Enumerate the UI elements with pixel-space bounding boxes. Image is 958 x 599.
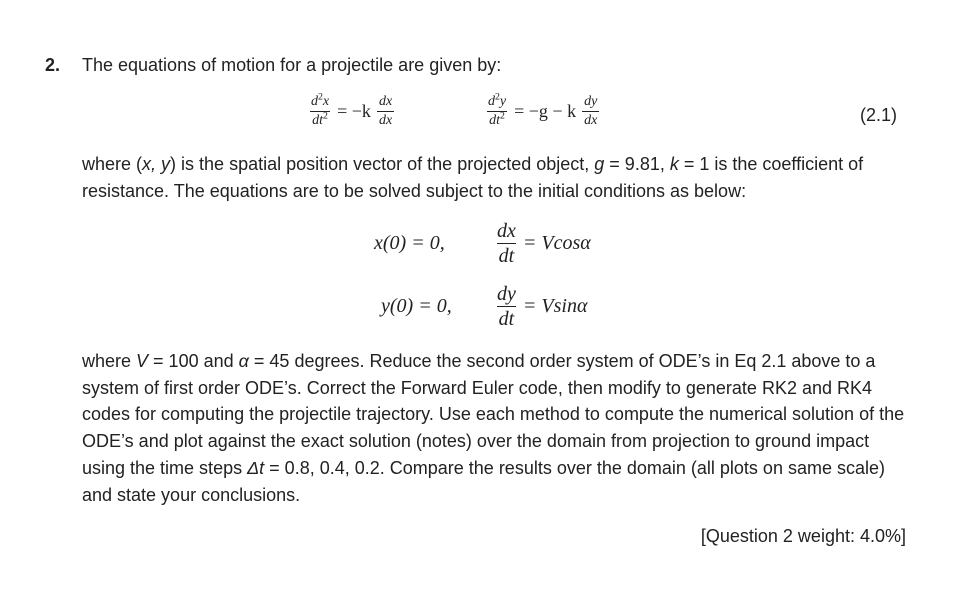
question-number: 2. [45,55,61,75]
eq1-lhs-num-var: x [322,94,330,109]
eq2-rhs-fraction [582,95,599,128]
eq2-lhs-den-sup: 2 [500,110,505,122]
question-weight: [Question 2 weight: 4.0%] [700,526,906,546]
eq1-rhs-den: dx [378,113,393,128]
eq2-rhs-num: dy [584,94,598,109]
ic2-lhs: y(0) = 0, [381,295,452,317]
paragraph-2 [82,348,917,508]
eq2-lhs-fraction [486,91,508,128]
ic1-lhs: x(0) = 0, [374,232,445,254]
para1-var-xy: x, y [142,154,171,174]
para2-var-V: V [136,351,149,371]
ic2-num: dy [497,283,516,305]
eq2-lhs-num-var: y [499,94,507,109]
ic1-rhs: = Vcosα [522,232,591,254]
eq1-lhs-den: dt [312,113,324,128]
eq1-lhs-num: d [311,94,318,109]
para1-var-g: g [594,154,605,174]
initial-condition-2 [381,284,587,329]
para2-text-1: where [82,351,137,371]
eq1-lhs-num-sup: 2 [318,91,323,103]
equation-label: (2.1) [860,105,898,125]
question-intro: The equations of motion for a projectile are given by: [82,55,502,75]
para1-var-k: k [669,154,679,174]
eq1-lhs-den-sup: 2 [323,110,328,122]
para2-text-4: = 0.8, 0.4, 0.2. Compare the results over the domain (all plots on same scale) and state your conclusions. [82,457,885,505]
para1-text-1: where ( [82,154,143,174]
para2-text-2: = 100 and [148,351,239,371]
eq2-lhs-num-sup: 2 [495,91,500,103]
equation-1 [308,91,395,128]
ic1-num: dx [497,220,516,242]
ic2-den: dt [498,308,515,330]
para1-text-2: ) is the spatial position vector of the projected object, [170,154,595,174]
eq1-rhs-text: = −k [337,101,371,121]
para1-text-3: = 9.81, [604,154,670,174]
para2-text-3: = 45 degrees. Reduce the second order system of ODE’s in Eq 2.1 above to a system of first order ODE’s. Correct the Forward Euler code, then modify to generate RK2 and RK4 codes for computing the projectile trajectory. Use each method to compute the numerical solution of the ODE’s and plot against the exact solution (notes) over the domain from projection to ground impact using the time steps [82,351,905,478]
ic1-fraction [495,221,518,266]
ic2-rhs: = Vsinα [522,295,588,317]
equation-2 [485,91,600,128]
para2-var-dt: Δt [247,457,265,478]
eq1-rhs-num: dx [378,94,393,109]
eq2-lhs-num: d [488,94,495,109]
ic1-den: dt [498,245,515,267]
eq1-lhs-fraction [309,91,331,128]
ic2-fraction [495,284,518,329]
para2-var-alpha: α [238,351,249,371]
initial-condition-1 [374,221,591,266]
para1-text-4: = 1 is the coefficient of resistance. The equations are to be solved subject to the initial conditions as below: [82,154,864,201]
paragraph-1 [82,151,917,204]
eq2-rhs-text: = −g − k [514,101,577,121]
eq2-rhs-den: dx [584,113,598,128]
eq1-rhs-fraction [377,95,394,128]
eq2-lhs-den: dt [489,113,501,128]
